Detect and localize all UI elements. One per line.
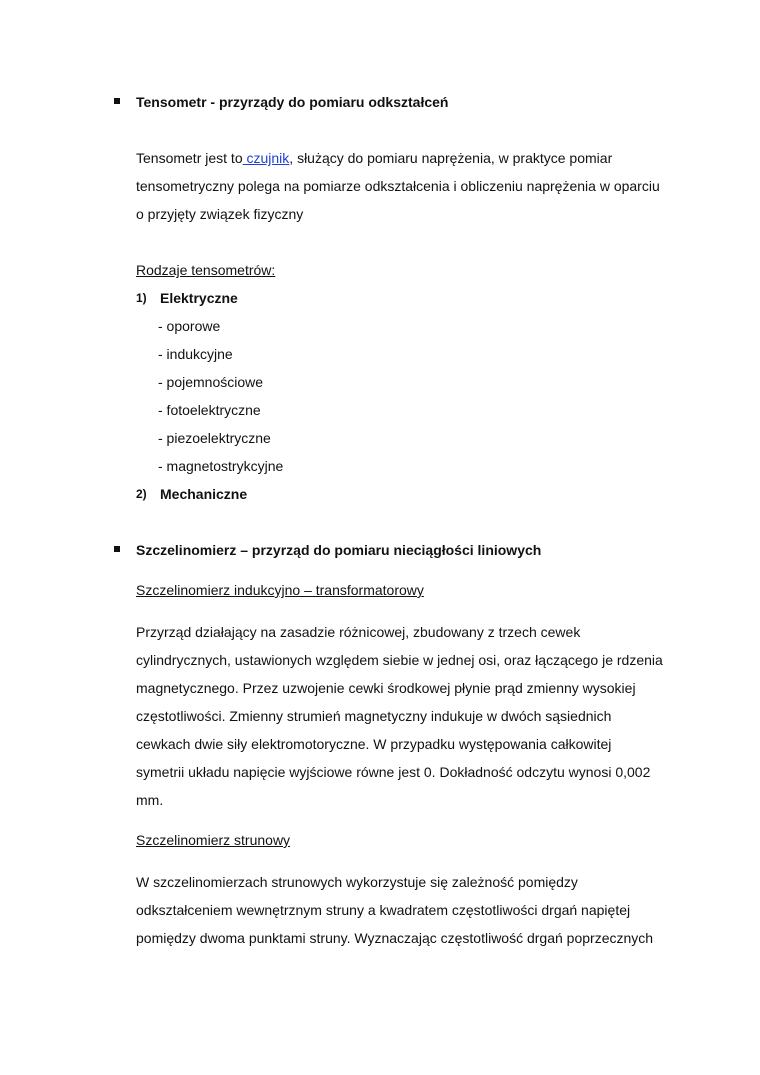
paragraph-line: cewkach dwie siły elektromotoryczne. W przypadku występowania całkowitej bbox=[136, 736, 612, 752]
paragraph-line: Przyrząd działający na zasadzie różnicowej, zbudowany z trzech cewek bbox=[136, 624, 581, 640]
paragraph-line: tensometryczny polega na pomiarze odkształcenia i obliczeniu naprężenia w oparciu bbox=[136, 178, 660, 194]
paragraph-line: magnetycznego. Przez uzwojenie cewki środkowej płynie prąd zmienny wysokiej bbox=[136, 680, 636, 696]
paragraph-line: o przyjęty związek fizyczny bbox=[136, 206, 304, 222]
sub-list-item: - oporowe bbox=[158, 318, 221, 334]
sub-list-item: - pojemnościowe bbox=[158, 374, 264, 390]
sub-list-item: - indukcyjne bbox=[158, 346, 233, 362]
list-number: 1) bbox=[136, 291, 147, 305]
paragraph-text: , służący do pomiaru naprężenia, w praktyce pomiar bbox=[289, 150, 613, 166]
paragraph-line: W szczelinomierzach strunowych wykorzystuje się zależność pomiędzy bbox=[136, 874, 578, 890]
list-item-mechaniczne: Mechaniczne bbox=[160, 486, 248, 502]
types-heading: Rodzaje tensometrów: bbox=[136, 262, 276, 278]
paragraph-line: cylindrycznych, ustawionych względem siebie w jednej osi, oraz łączącego je rdzenia bbox=[136, 652, 663, 668]
paragraph-line: odkształceniem wewnętrznym struny a kwadratem częstotliwości drgań napiętej bbox=[136, 902, 631, 918]
paragraph-text: Tensometr jest to bbox=[136, 150, 243, 166]
paragraph-line: częstotliwości. Zmienny strumień magnetyczny indukuje w dwóch sąsiednich bbox=[136, 708, 612, 724]
sub-list-item: - fotoelektryczne bbox=[158, 402, 261, 418]
subheading-strunowy: Szczelinomierz strunowy bbox=[136, 832, 291, 848]
paragraph-line bbox=[136, 149, 612, 167]
subheading-indukcyjno: Szczelinomierz indukcyjno – transformatorowy bbox=[136, 582, 424, 598]
list-number: 2) bbox=[136, 487, 147, 501]
sub-list-item: - piezoelektryczne bbox=[158, 430, 271, 446]
bullet-icon bbox=[114, 98, 120, 104]
list-item-elektryczne: Elektryczne bbox=[160, 290, 238, 306]
czujnik-link[interactable]: czujnik bbox=[242, 150, 290, 166]
paragraph-line: mm. bbox=[136, 792, 164, 808]
paragraph-line: pomiędzy dwoma punktami struny. Wyznaczając częstotliwość drgań poprzecznych bbox=[136, 930, 654, 946]
bullet-icon bbox=[114, 546, 120, 552]
section-heading-tensometr: Tensometr - przyrządy do pomiaru odkształceń bbox=[136, 94, 449, 110]
sub-list-item: - magnetostrykcyjne bbox=[158, 458, 284, 474]
section-heading-szczelinomierz: Szczelinomierz – przyrząd do pomiaru nieciągłości liniowych bbox=[136, 542, 542, 558]
paragraph-line: symetrii układu napięcie wyjściowe równe jest 0. Dokładność odczytu wynosi 0,002 bbox=[136, 764, 651, 780]
